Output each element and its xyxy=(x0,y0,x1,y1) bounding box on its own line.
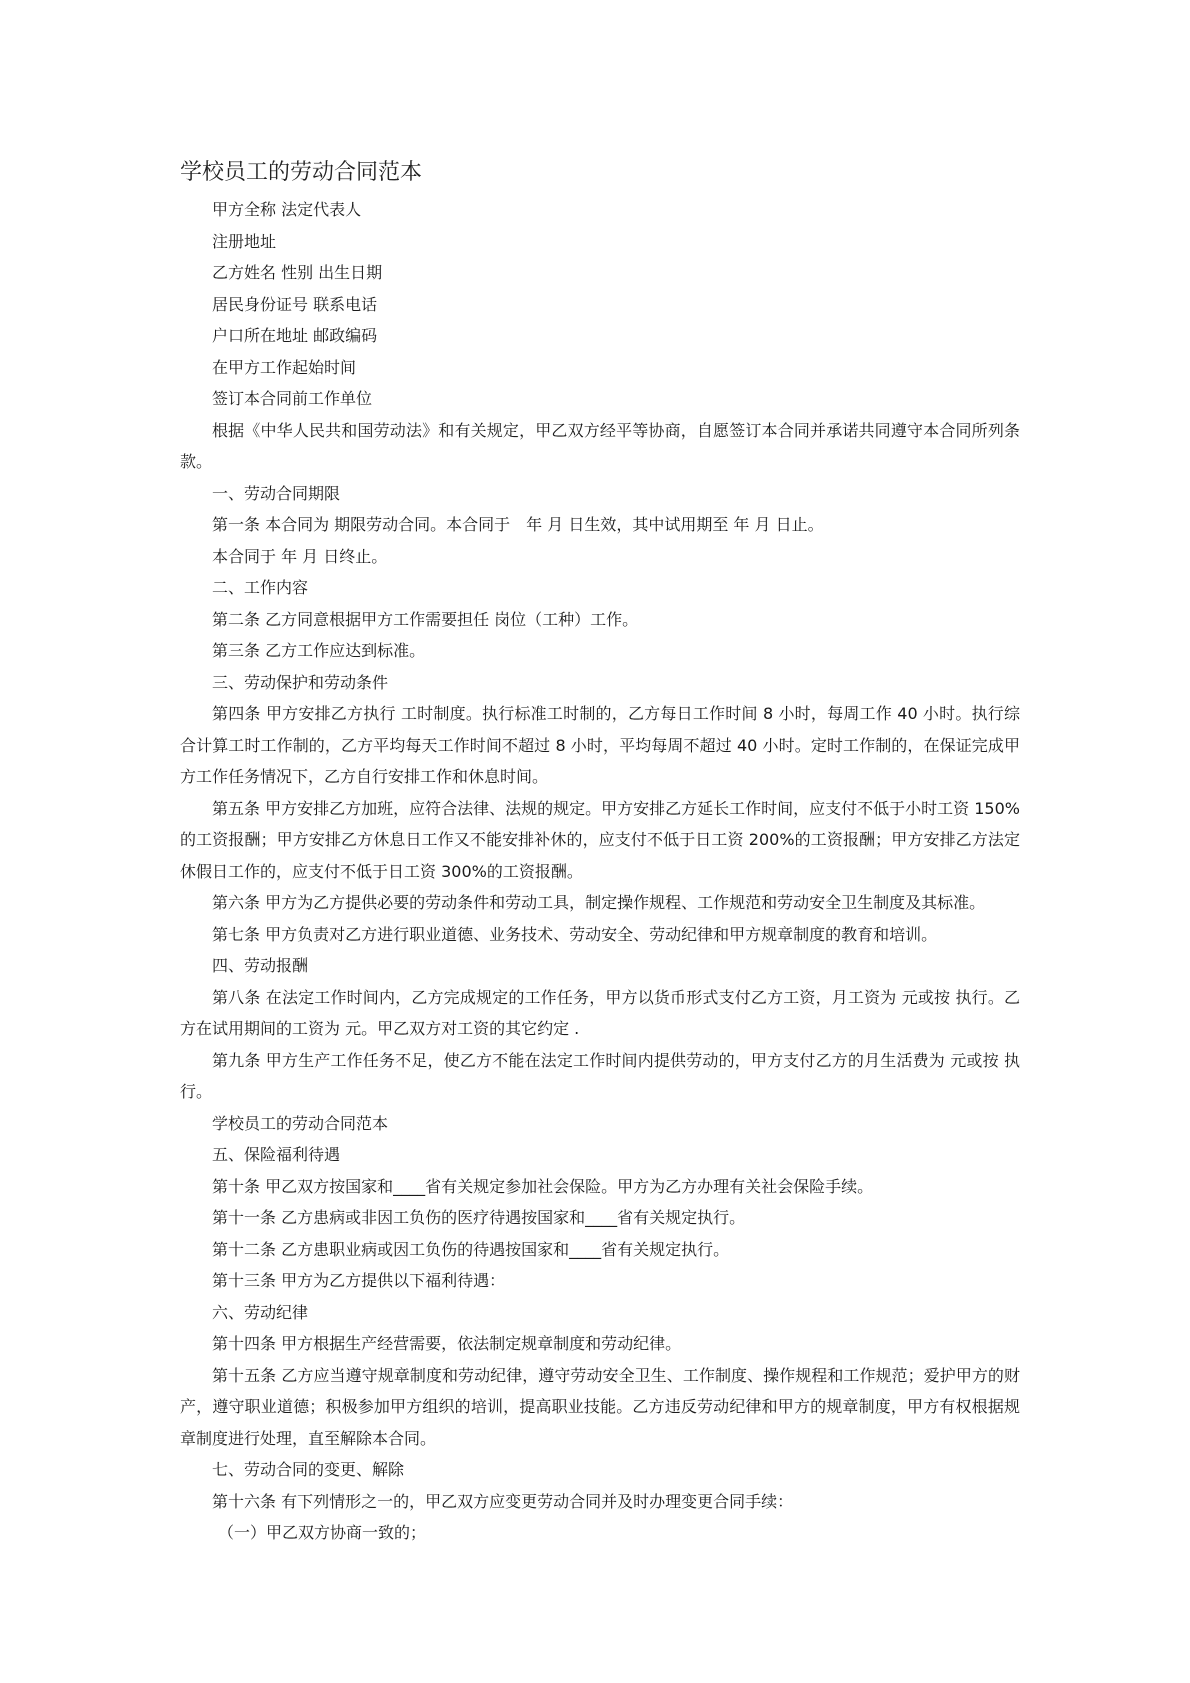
paragraph: 第十四条 甲方根据生产经营需要，依法制定规章制度和劳动纪律。 xyxy=(212,1334,682,1353)
paragraph: 学校员工的劳动合同范本 xyxy=(212,1113,389,1133)
paragraph: 第五条 甲方安排乙方加班，应符合法律、法规的规定。甲方安排乙方延长工作时间，应支付不低于小时工资 150%的工资报酬；甲方安排乙方休息日工作又不能安排补休的，应支付不低于日工资 200%的工资报酬；甲方安排乙方法定休假日工作的，应支付不低于日工资 300%的工资报酬。 xyxy=(180,798,1020,881)
paragraph: 第一条 本合同为 期限劳动合同。本合同于 年 月 日生效，其中试用期至 年 月 日止。 xyxy=(212,515,824,534)
paragraph: 居民身份证号 联系电话 xyxy=(212,294,378,314)
paragraph: 第三条 乙方工作应达到标准。 xyxy=(212,641,426,660)
section-heading: 六、劳动纪律 xyxy=(212,1302,309,1322)
paragraph: 根据《中华人民共和国劳动法》和有关规定，甲乙双方经平等协商，自愿签订本合同并承诺共同遵守本合同所列条款。 xyxy=(180,420,1020,471)
paragraph: 第十一条 乙方患病或非因工负伤的医疗待遇按国家和____省有关规定执行。 xyxy=(212,1208,746,1227)
document-page xyxy=(180,152,1020,1549)
paragraph: 第十二条 乙方患职业病或因工负伤的待遇按国家和____省有关规定执行。 xyxy=(212,1239,730,1259)
paragraph: 签订本合同前工作单位 xyxy=(212,389,373,408)
paragraph: 注册地址 xyxy=(212,231,277,251)
paragraph: 第四条 甲方安排乙方执行 工时制度。执行标准工时制的，乙方每日工作时间 8 小时，每周工作 40 小时。执行综合计算工时工作制的，乙方平均每天工作时间不超过 8 小时，平均每周不超过 40 小时。定时工作制的，在保证完成甲方工作任务情况下，乙方自行安排工作和休息时间。 xyxy=(180,704,1020,786)
paragraph: 甲方全称 法定代表人 xyxy=(212,200,362,219)
paragraph: 第十五条 乙方应当遵守规章制度和劳动纪律，遵守劳动安全卫生、工作制度、操作规程和工作规范；爱护甲方的财产，遵守职业道德；积极参加甲方组织的培训，提高职业技能。乙方违反劳动纪律和甲方的规章制度，甲方有权根据规章制度进行处理，直至解除本合同。 xyxy=(180,1365,1020,1448)
section-heading: 七、劳动合同的变更、解除 xyxy=(212,1460,405,1479)
paragraph: 第十六条 有下列情形之一的，甲乙双方应变更劳动合同并及时办理变更合同手续： xyxy=(212,1491,794,1511)
paragraph: 第十三条 甲方为乙方提供以下福利待遇： xyxy=(212,1271,506,1290)
paragraph: 第八条 在法定工作时间内，乙方完成规定的工作任务，甲方以货币形式支付乙方工资，月工资为 元或按 执行。乙方在试用期间的工资为 元。甲乙双方对工资的其它约定 . xyxy=(180,987,1020,1038)
paragraph: 本合同于 年 月 日终止。 xyxy=(212,546,388,566)
paragraph: 第六条 甲方为乙方提供必要的劳动条件和劳动工具，制定操作规程、工作规范和劳动安全卫生制度及其标准。 xyxy=(212,893,986,912)
list-item: （一）甲乙双方协商一致的； xyxy=(218,1523,427,1542)
paragraph: 第二条 乙方同意根据甲方工作需要担任 岗位（工种）工作。 xyxy=(212,609,639,629)
section-heading: 三、劳动保护和劳动条件 xyxy=(212,672,389,692)
paragraph: 第七条 甲方负责对乙方进行职业道德、业务技术、劳动安全、劳动纪律和甲方规章制度的教育和培训。 xyxy=(212,924,938,944)
section-heading: 五、保险福利待遇 xyxy=(212,1145,341,1164)
paragraph: 第十条 甲乙双方按国家和____省有关规定参加社会保险。甲方为乙方办理有关社会保险手续。 xyxy=(212,1176,874,1196)
paragraph: 第九条 甲方生产工作任务不足，使乙方不能在法定工作时间内提供劳动的，甲方支付乙方的月生活费为 元或按 执行。 xyxy=(180,1050,1020,1101)
paragraph: 乙方姓名 性别 出生日期 xyxy=(212,263,383,282)
paragraph: 户口所在地址 邮政编码 xyxy=(212,326,378,345)
section-heading: 一、劳动合同期限 xyxy=(212,483,341,503)
section-heading: 二、工作内容 xyxy=(212,578,309,597)
document-title: 学校员工的劳动合同范本 xyxy=(180,160,423,185)
paragraph: 在甲方工作起始时间 xyxy=(212,357,357,377)
section-heading: 四、劳动报酬 xyxy=(212,956,309,975)
